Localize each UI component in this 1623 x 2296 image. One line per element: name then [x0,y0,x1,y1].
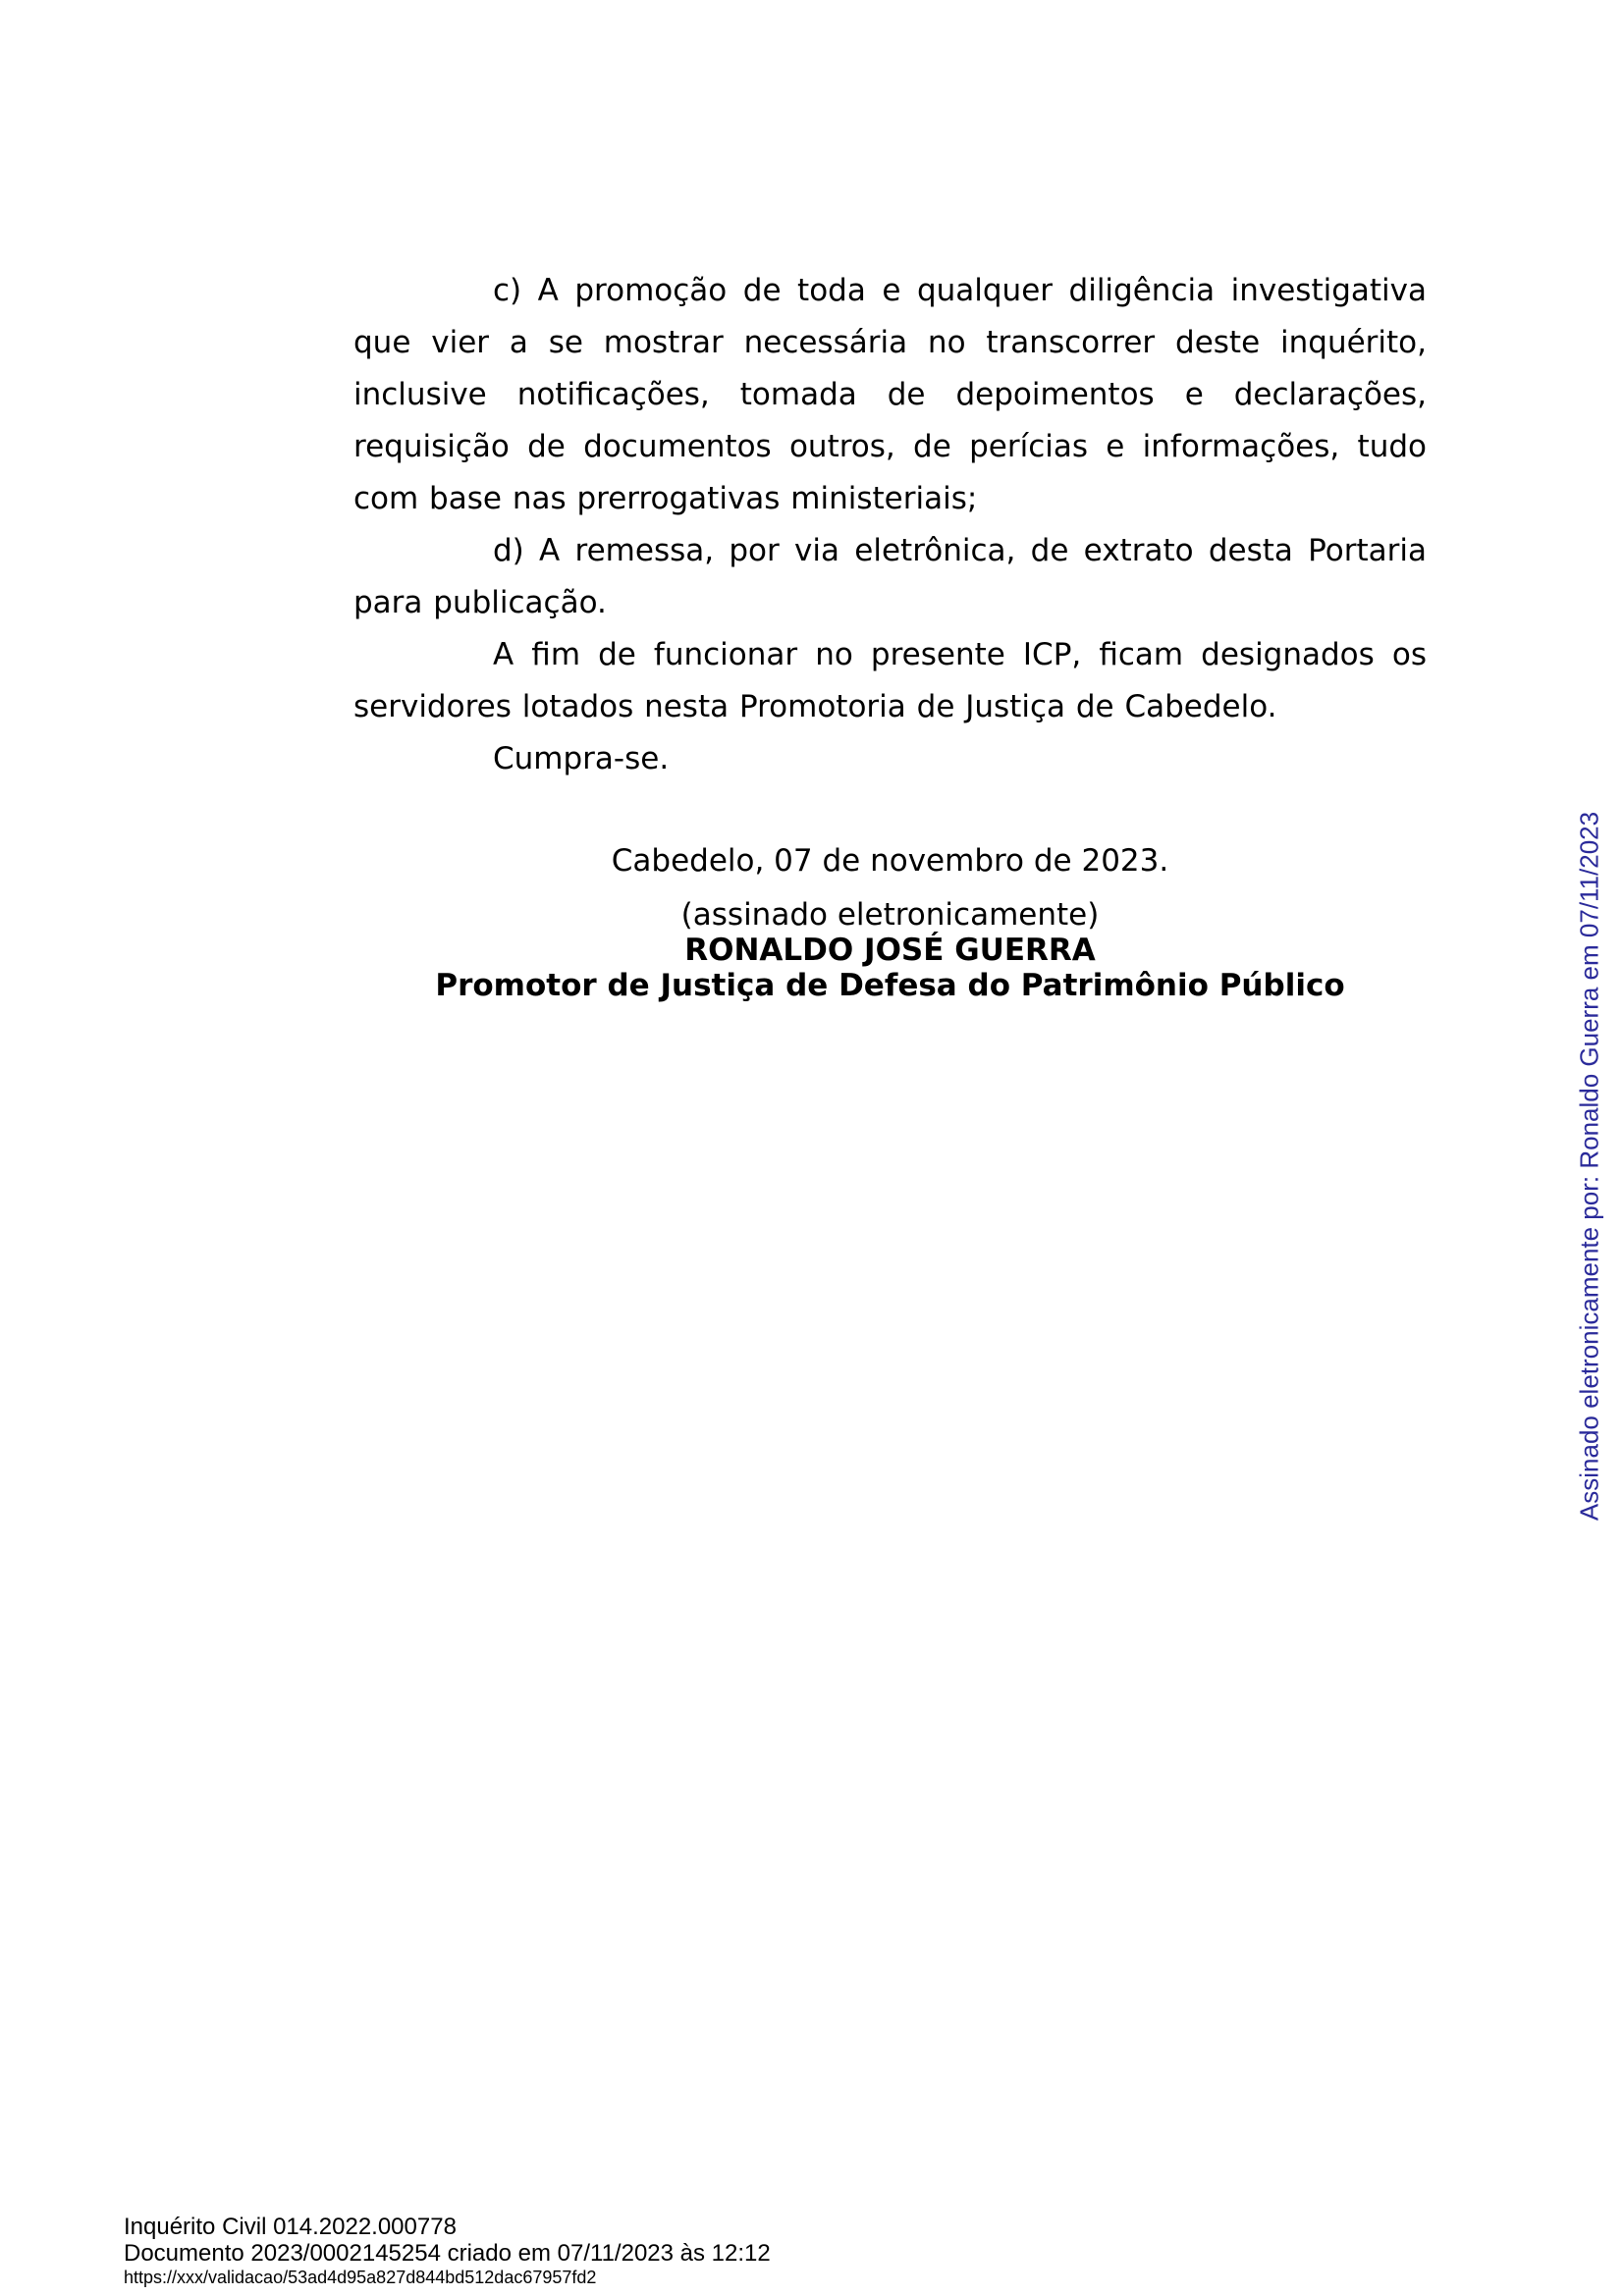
footer-inquerito: Inquérito Civil 014.2022.000778 [124,2214,457,2240]
paragraph-remessa: d) A remessa, por via eletrônica, de extrato desta Portaria para publicação. [353,533,1427,620]
signer-role: Promotor de Justiça de Defesa do Patrimônio Público [435,968,1345,1003]
signature-block [353,835,1427,1003]
signer-name: RONALDO JOSÉ GUERRA [684,933,1096,968]
paragraph-diligencias: c) A promoção de toda e qualquer diligência investigativa que vier a se mostrar necessária no transcorrer deste inquérito, inclusive notificações, tomada de depoimentos e declarações, requisição de documentos outros, de perícias e informações, tudo com base nas prerrogativas ministeriais; [353,273,1427,516]
document-footer [124,2214,771,2288]
paragraph-cumpra-se: Cumpra-se. [493,741,670,776]
footer-documento: Documento 2023/0002145254 criado em 07/11/2023 às 12:12 [124,2240,771,2267]
document-body [353,265,1427,785]
signed-electronically-note: (assinado eletronicamente) [680,897,1100,933]
signature-date: Cabedelo, 07 de novembro de 2023. [611,843,1169,879]
validation-link[interactable]: https://xxx/validacao/53ad4d95a827d844bd512dac67957fd2 [124,2268,597,2287]
electronic-signature-stamp: Assinado eletronicamente por: Ronaldo Guerra em 07/11/2023 [1574,811,1604,1522]
paragraph-designacao: A fim de funcionar no presente ICP, ficam designados os servidores lotados nesta Promotoria de Justiça de Cabedelo. [353,637,1427,724]
